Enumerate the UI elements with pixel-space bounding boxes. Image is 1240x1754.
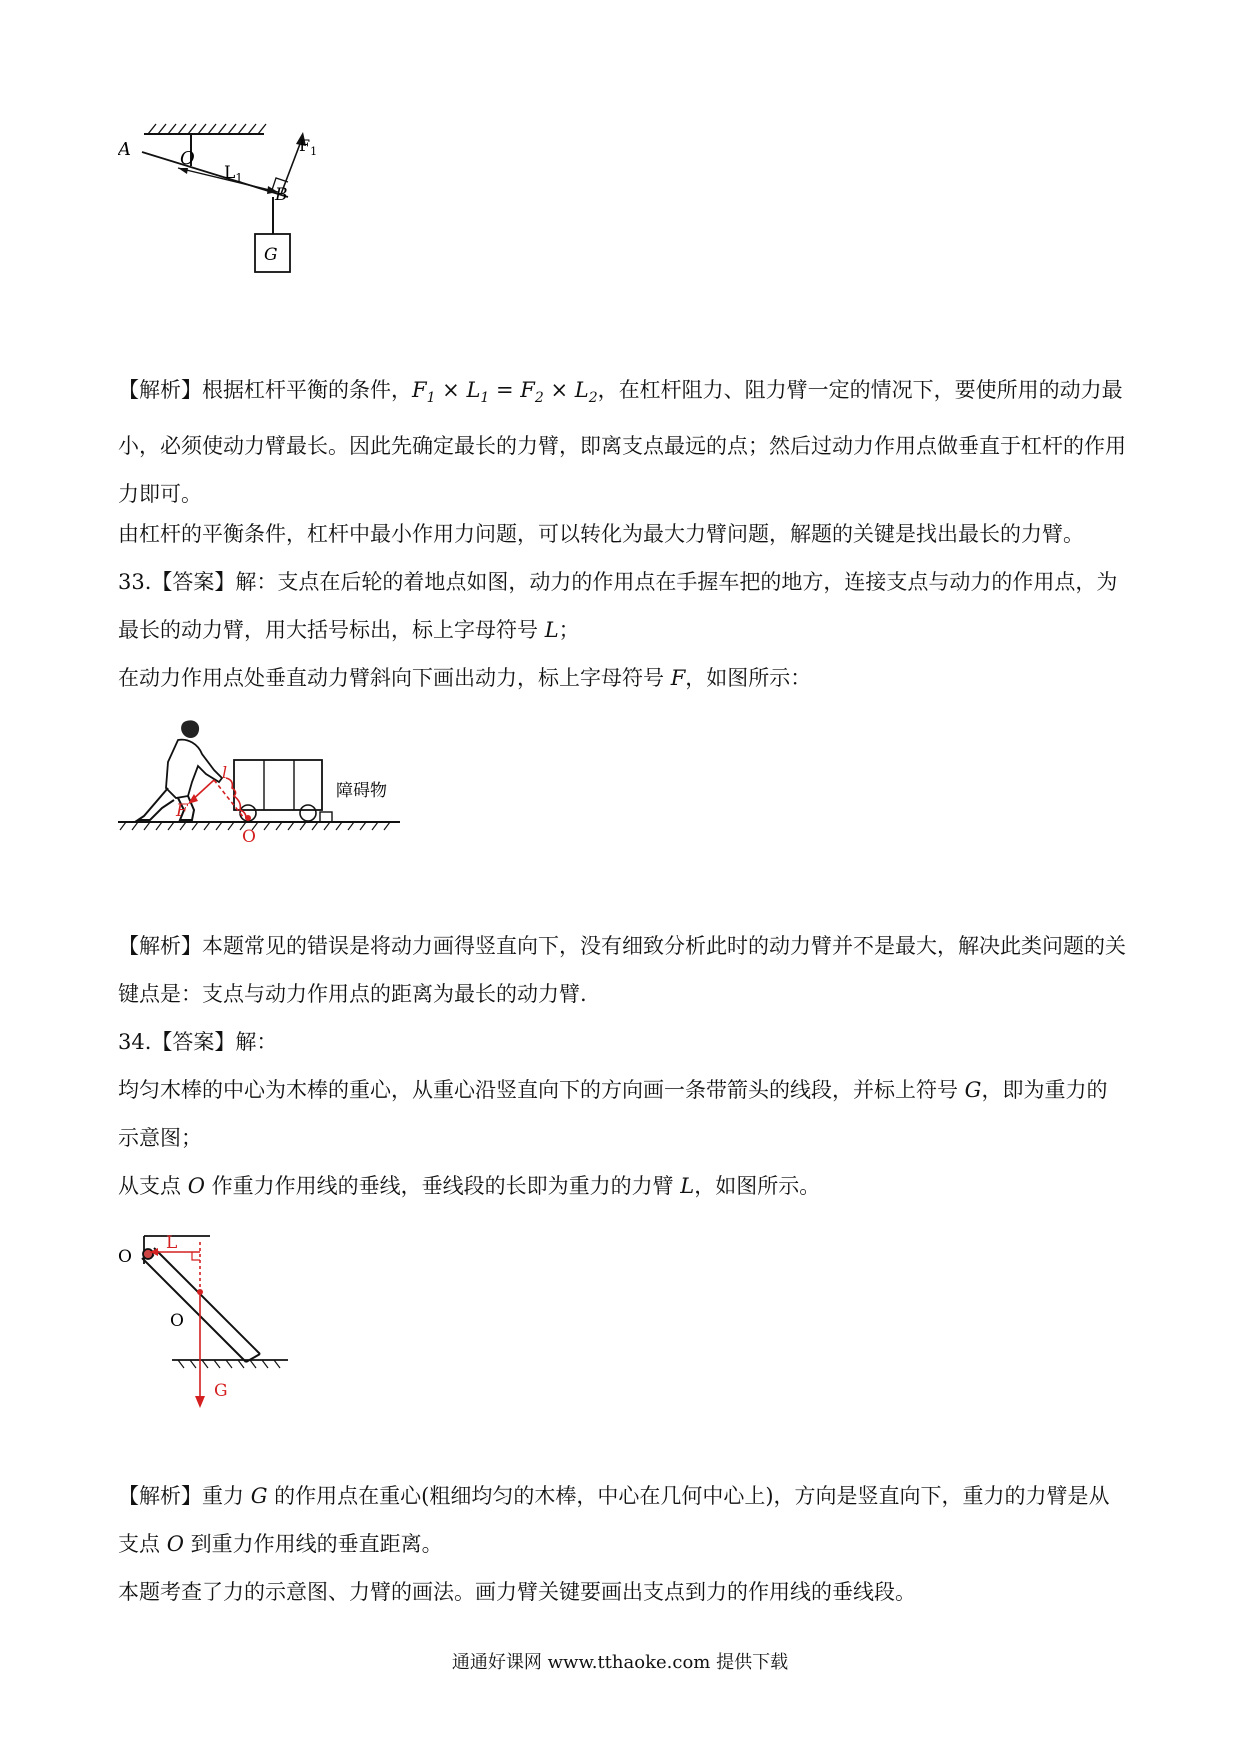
- obstacle-label: 障碍物: [336, 781, 387, 801]
- arm-l-label: L: [166, 1233, 178, 1253]
- arm-l-label: l: [222, 763, 228, 782]
- weight-g-label: G: [264, 245, 278, 265]
- force-f1-label: $F_1$: [299, 136, 318, 158]
- paragraph-4: 在动力作用点处垂直动力臂斜向下画出动力，标上字母符号 F，如图所示：: [118, 666, 812, 690]
- center-o-label: O: [170, 1311, 184, 1331]
- fulcrum-o-label: O: [242, 827, 256, 847]
- paragraph-9: 【解析】重力 G 的作用点在重心(粗细均匀的木棒，中心在几何中心上)，方向是竖直向下，重力的力臂是从支点 O 到重力作用线的垂直距离。: [118, 1484, 1110, 1556]
- balance-formula: $F_1 \times L_1 = F_2 \times L_2$: [412, 378, 598, 407]
- paragraph-10: 本题考查了力的示意图、力臂的画法。画力臂关键要画出支点到力的作用线的垂线段。: [118, 1580, 916, 1604]
- force-f-label: F: [176, 801, 188, 821]
- rod-diagram: [118, 1230, 298, 1410]
- paragraph-3: 33.【答案】解：支点在后轮的着地点如图，动力的作用点在手握车把的地方，连接支点与动力的作用点，为最长的动力臂，用大括号标出，标上字母符号 L；: [118, 570, 1118, 642]
- cart-diagram: [118, 718, 408, 858]
- point-b-label: B: [275, 185, 288, 205]
- footer-credit: 通通好课网 www.tthaoke.com 提供下载: [451, 1652, 789, 1673]
- paragraph-7: 均匀木棒的中心为木棒的重心，从重心沿竖直向下的方向画一条带箭头的线段，并标上符号 G，即为重力的示意图；: [118, 1078, 1108, 1150]
- paragraph-8: 从支点 O 作重力作用线的垂线，垂线段的长即为重力的力臂 L，如图所示。: [118, 1174, 821, 1198]
- arm-l1-label: $L_1$: [224, 163, 243, 185]
- paragraph-5: 【解析】本题常见的错误是将动力画得竖直向下，没有细致分析此时的动力臂并不是最大，解决此类问题的关键点是：支点与动力作用点的距离为最长的动力臂.: [118, 934, 1126, 1006]
- point-a-label: A: [118, 139, 131, 160]
- point-o-label: O: [180, 148, 195, 169]
- lever-diagram: [118, 120, 378, 310]
- gravity-g-label: G: [214, 1381, 228, 1401]
- paragraph-1: 【解析】根据杠杆平衡的条件，$F_1 \times L_1 = F_2 \times L_2$，在杠杆阻力、阻力臂一定的情况下，要使所用的动力最小，必须使动力臂最长。因此先确定最长的力臂，即离支点最远的点；然后过动力作用点做垂直于杠杆的作用力即可。: [118, 378, 1126, 507]
- pivot-o-label: O: [118, 1247, 132, 1267]
- paragraph-2: 由杠杆的平衡条件，杠杆中最小作用力问题，可以转化为最大力臂问题，解题的关键是找出最长的力臂。: [118, 522, 1084, 546]
- paragraph-6: 34.【答案】解：: [118, 1030, 278, 1054]
